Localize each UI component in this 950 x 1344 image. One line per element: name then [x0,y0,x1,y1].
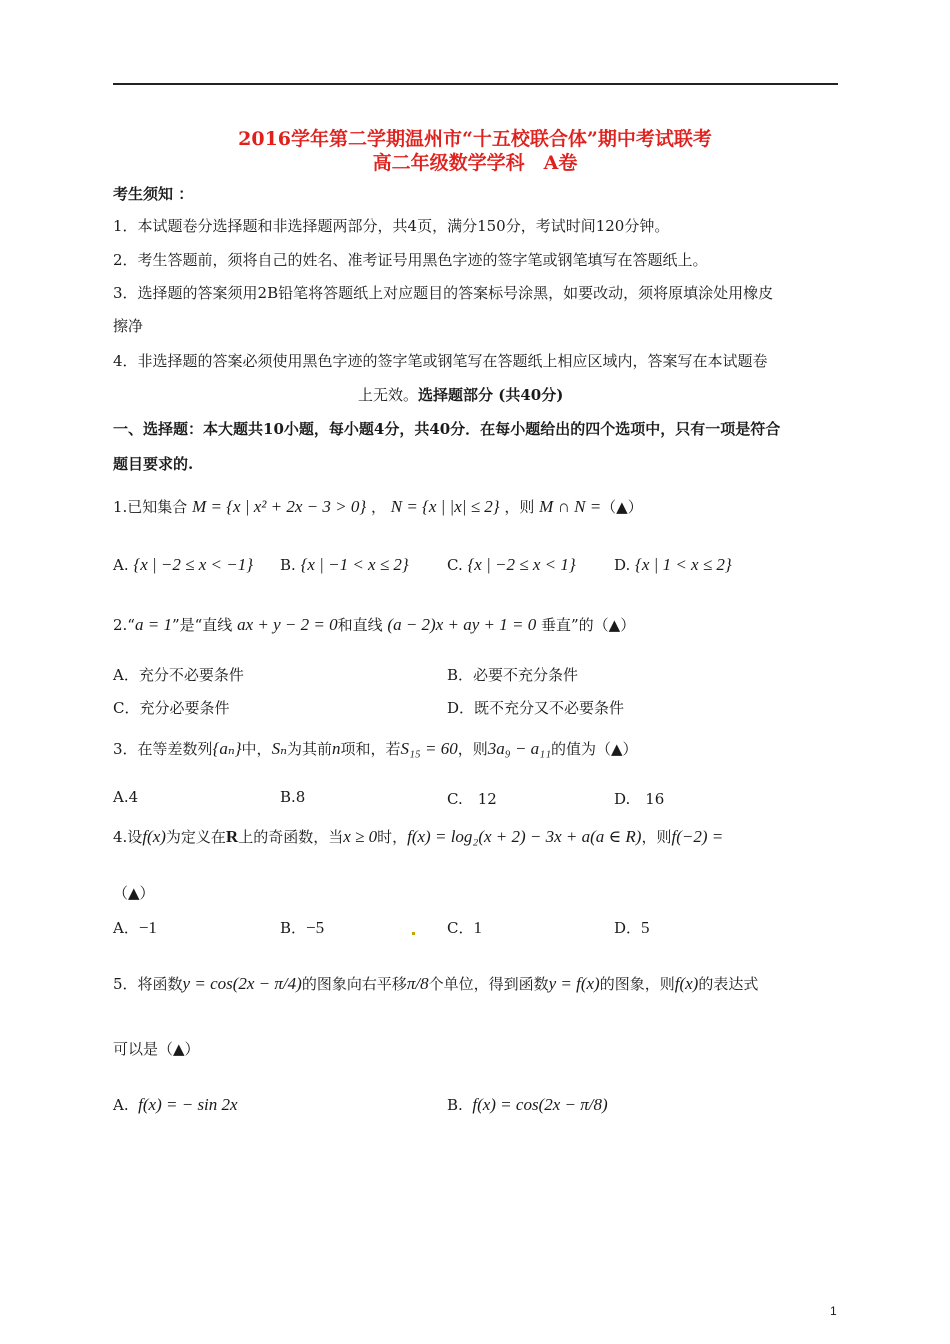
q1-mark: （▲） [601,498,643,516]
section1-instructions-cont: 题目要求的. [113,455,194,473]
notice-item-2: 2．考生答题前，须将自己的姓名、准考证号用黑色字迹的签字笔或钢笔填写在答题纸上。 [113,251,708,269]
q1-sep: ， [370,498,386,516]
q2-option-b: B．必要不充分条件 [447,666,579,684]
page-number: 1 [830,1304,837,1318]
stray-dot [412,932,415,935]
notice-item-3: 3．选择题的答案须用2B铅笔将答题纸上对应题目的答案标号涂黑，如要改动，须将原填涂处用橡皮 [113,284,774,302]
notice-last-line [358,384,563,405]
question-4: 4.设f(x)为定义在R上的奇函数，当x ≥ 0时，f(x) = log₂(x + 2) − 3x + a(a ∈ R)，则f(−2) = [113,827,724,846]
exam-subtitle: 高二年级数学学科 A卷 [372,152,578,174]
q1-then: ，则 [504,498,535,516]
q3-option-d: D. 16 [614,790,665,808]
question-2: 2.“a = 1”是“直线 ax + y − 2 = 0和直线 (a − 2)x + ay + 1 = 0 垂直”的（▲） [113,615,636,634]
notice-heading: 考生须知 ： [113,185,194,203]
q3-option-b: B.8 [280,788,306,806]
exam-title: 2016学年第二学期温州市“十五校联合体”期中考试联考 [238,128,712,150]
q1-option-a: A. {x | −2 ≤ x < −1} [113,555,253,574]
q1-expr: M ∩ N = [539,497,602,516]
q4-option-c: C．1 [447,918,482,937]
question-5: 5．将函数y = cos(2x − π/4)的图象向右平移π/8个单位，得到函数y = f(x)的图象，则f(x)的表达式 [113,974,759,993]
q1-prefix: 1.已知集合 [113,498,188,516]
q5-line2: 可以是（▲） [113,1040,200,1058]
notice-item-3-cont: 擦净 [113,317,144,335]
q2-option-c: C．充分必要条件 [113,699,230,717]
question-3: 3．在等差数列{aₙ}中，Sₙ为其前n项和，若S₁₅ = 60，则3a₉ − a₁₁的值为（▲） [113,739,638,758]
q5-option-b: B. f(x) = cos(2x − π/8) [447,1095,608,1114]
header-rule [113,83,838,85]
q1-option-c: C. {x | −2 ≤ x < 1} [447,555,576,574]
q3-option-a: A.4 [113,788,139,806]
q4-mark: （▲） [113,884,155,902]
q3-option-c: C. 12 [447,790,497,808]
q4-option-d: D．5 [614,918,650,937]
q2-option-a: A．充分不必要条件 [113,666,244,684]
q1-option-b: B. {x | −1 < x ≤ 2} [280,555,409,574]
section1-instructions: 一、选择题：本大题共10小题，每小题4分，共40分．在每小题给出的四个选项中，只有一项是符合 [113,420,781,438]
notice-last-plain: 上无效。 [358,386,419,404]
q1-set-m: M = {x | x² + 2x − 3 > 0} [192,497,367,516]
q5-option-a: A. f(x) = − sin 2x [113,1095,238,1114]
notice-item-4: 4．非选择题的答案必须使用黑色字迹的签字笔或钢笔写在答题纸上相应区域内，答案写在本试题卷 [113,352,768,370]
q1-option-d: D. {x | 1 < x ≤ 2} [614,555,732,574]
section-heading-choice: 选择题部分 (共40分) [418,386,564,404]
q4-option-b: B．−5 [280,918,325,937]
q1-set-n: N = {x | |x| ≤ 2} [390,497,500,516]
q4-option-a: A．−1 [113,918,157,937]
q2-option-d: D．既不充分又不必要条件 [447,699,625,717]
question-1 [113,496,643,517]
notice-item-1: 1．本试题卷分选择题和非选择题两部分，共4页，满分150分，考试时间120分钟。 [113,217,670,235]
